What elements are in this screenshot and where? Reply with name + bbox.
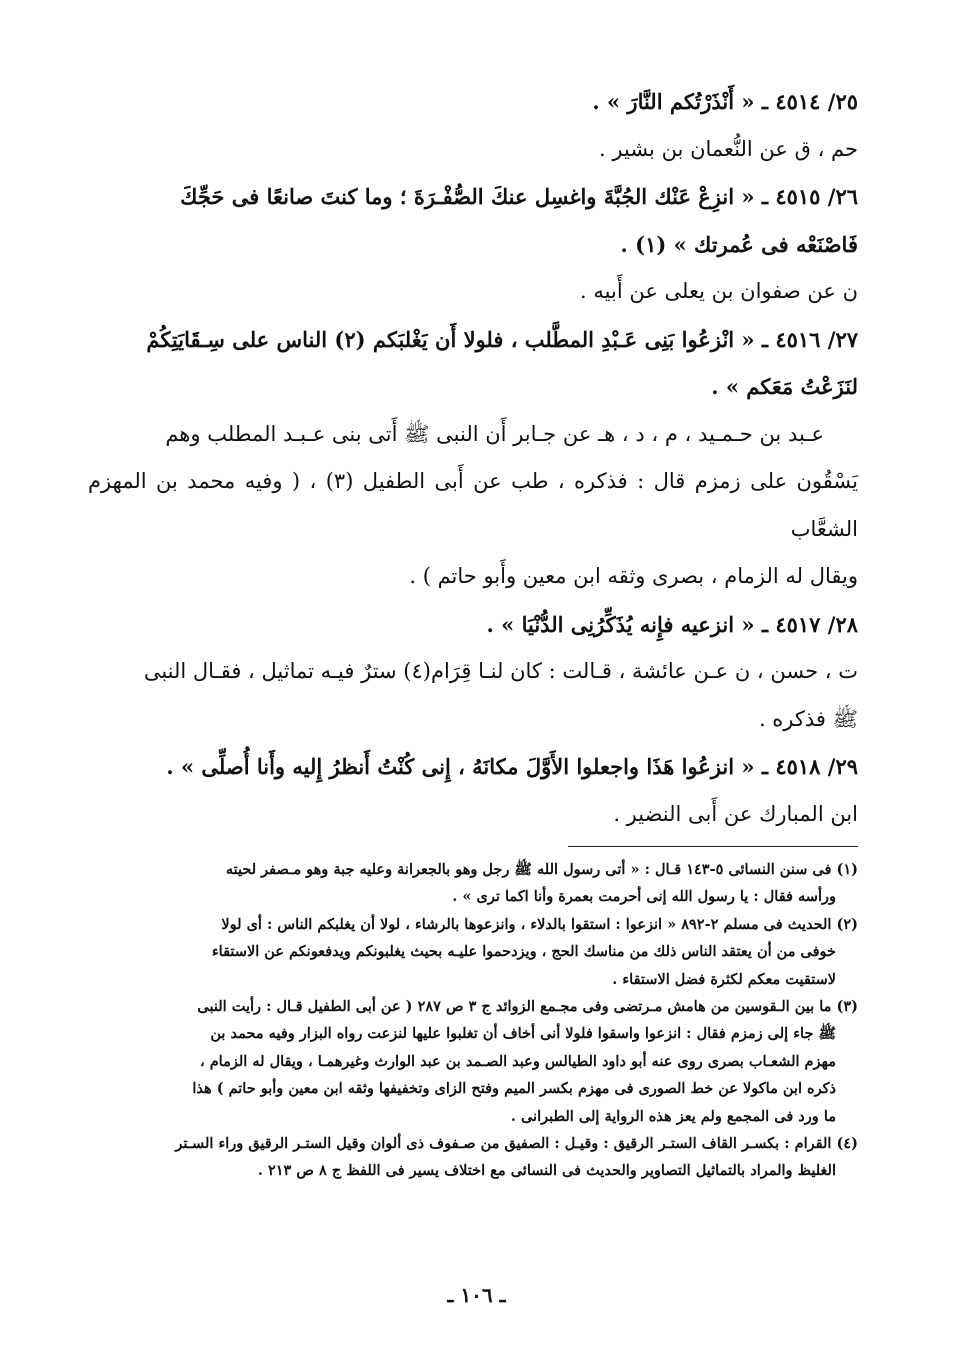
- hadith-entry-29: [88, 743, 858, 791]
- footnote-text: (٣) ما بين الـقوسين من هامش مـرتضى وفى مجـمع الزوائد ج ٣ ص ٢٨٧ ( عن أبى الطفيل قـال : رأيت النبى: [197, 998, 858, 1016]
- hadith-entry-25: [88, 78, 858, 126]
- hadith-entry-27: [88, 316, 858, 411]
- hadith-entry-28: [88, 601, 858, 649]
- footnotes: [88, 856, 858, 1185]
- hadith-text: ٢٦/ ٤٥١٥ ـ « انزِعْ عَنْك الجُبَّةَ واغسِل عنكَ الصُّفْـرَةَ ؛ وما كنتَ صانعًا فى حَجِّكَ: [180, 184, 858, 209]
- footnote-text: مهزم الشعـاب بصرى روى عنه أبو داود الطيالس وعبد الصـمد بن عبد الوارث وغيرهمـا ، ويقال له الزمام ،: [199, 1052, 836, 1070]
- footnote-1: [88, 856, 858, 911]
- hadith-text: ٢٨/ ٤٥١٧ ـ « انزعيه فإِنه يُذَكِّرُنِى الدُّنْيَا » .: [486, 611, 858, 637]
- footnote-text: الغليظ والمراد بالتماثيل التصاوير والحديث فى النسائى مع اختلاف يسير فى اللفظ ج ٨ ص ٢١٣ .: [257, 1162, 836, 1180]
- source-text: ن عن صفوان بن يعلى عن أَبيه .: [580, 279, 858, 303]
- hadith-source-28: [88, 648, 858, 743]
- source-text: ابن المبارك عن أَبى النضير .: [613, 801, 858, 826]
- hadith-text: لنَزَعْتُ مَعَكم » .: [711, 374, 858, 399]
- source-text: ﷺ فذكره .: [758, 706, 858, 731]
- hadith-entry-26: [88, 173, 858, 268]
- footnote-text: ذكره ابن ماكولا عن خط الصورى فى مهزم بكسر الميم وفتح الزاى وتخفيفها وثقه ابن معين وأبو حاتم ) هذا: [192, 1080, 836, 1098]
- hadith-source-27: [88, 411, 858, 601]
- footnote-text: خوفى من أن يعتقد الناس ذلك من مناسك الحج ، ويزدحموا عليـه بحيث يغلبونكم ويدفعونكم عن الاستقاء: [211, 943, 836, 961]
- hadith-text: ٢٥/ ٤٥١٤ ـ « أَنْذَرْتُكم النَّارَ » .: [592, 89, 858, 114]
- source-text: يَسْقُون على زمزم قال : فذكره ، طب عن أَبى الطفيل (٣) ، ( وفيه محمد بن المهزم الشعَّاب: [88, 469, 858, 541]
- hadith-text: فَاصْنَعْه فى عُمرتك » (١) .: [620, 231, 858, 257]
- source-text: حم ، ق عن النُّعمان بن بشير .: [599, 136, 858, 161]
- source-text: عـبد بن حـمـيد ، م ، د ، هـ عن جـابر أَن النبى ﷺ أَتى بنى عـبـد المطلب وهم: [165, 421, 824, 446]
- hadith-text: ٢٩/ ٤٥١٨ ـ « انزعُوا هَذَا واجعلوا الأَوَّلَ مكانَهُ ، إِنى كُنْتُ أَنظرُ إِليه وأَنا أُصلِّى » .: [166, 754, 858, 779]
- source-text: ت ، حسن ، ن عـن عائشة ، قـالت : كان لنـا قِرَام(٤) سترٌ فيـه تماثيل ، فقـال النبى: [143, 659, 858, 683]
- footnote-4: [88, 1130, 858, 1185]
- hadith-source-29: [88, 791, 858, 839]
- footnote-text: لاستقيت معكم لكثرة فضل الاستقاء .: [612, 970, 836, 988]
- footnote-text: ورأسه فقال : يا رسول الله إنى أحرمت بعمرة وأنا اكما ترى » .: [452, 888, 836, 906]
- source-text: ويقال له الزمام ، بصرى وثقه ابن معين وأَبو حاتم ) .: [409, 564, 858, 588]
- footnote-divider: [568, 846, 858, 847]
- footnote-text: (١) فى سنن النسائى ٥-١٤٣ قـال : « أتى رسول الله ﷺ رجل وهو بالجعرانة وعليه جبة وهو مـصفر لحيته: [225, 861, 858, 878]
- hadith-source-26: [88, 268, 858, 316]
- footnote-3: [88, 993, 858, 1130]
- footnote-text: (٢) الحديث فى مسلم ٢-٨٩٢ « انزعوا : استقوا بالدلاء ، وانزعوها بالرشاء ، لولا أن يغلبكم الناس : أى لولا: [221, 915, 858, 933]
- hadith-text: ٢٧/ ٤٥١٦ ـ « انْزعُوا بَنِى عَـبْدِ المطَّلب ، فلولا أَن يَغْلبَكم (٢) الناس على سِـقَايَتِكُمْ: [146, 326, 858, 352]
- footnote-text: (٤) القرام : بكسـر القاف الستـر الرقيق : وقيـل : الصفيق من صـفوف ذى ألوان وقيل الستـر الرقيق وراء السـتر: [175, 1135, 858, 1153]
- main-text: [88, 78, 858, 838]
- footnote-2: [88, 911, 858, 993]
- page-number: ـ ١٠٦ ـ: [447, 1283, 506, 1307]
- footnote-text: ﷺ جاء إلى زمزم فقال : انزعوا واسقوا فلولا أنى أخاف أن تغلبوا عليها لنزعت رواه البزار وفيه محمد بن: [210, 1025, 836, 1043]
- footnote-text: ما ورد فى المجمع ولم يعز هذه الرواية إلى الطبرانى .: [510, 1107, 836, 1125]
- hadith-source-25: [88, 126, 858, 174]
